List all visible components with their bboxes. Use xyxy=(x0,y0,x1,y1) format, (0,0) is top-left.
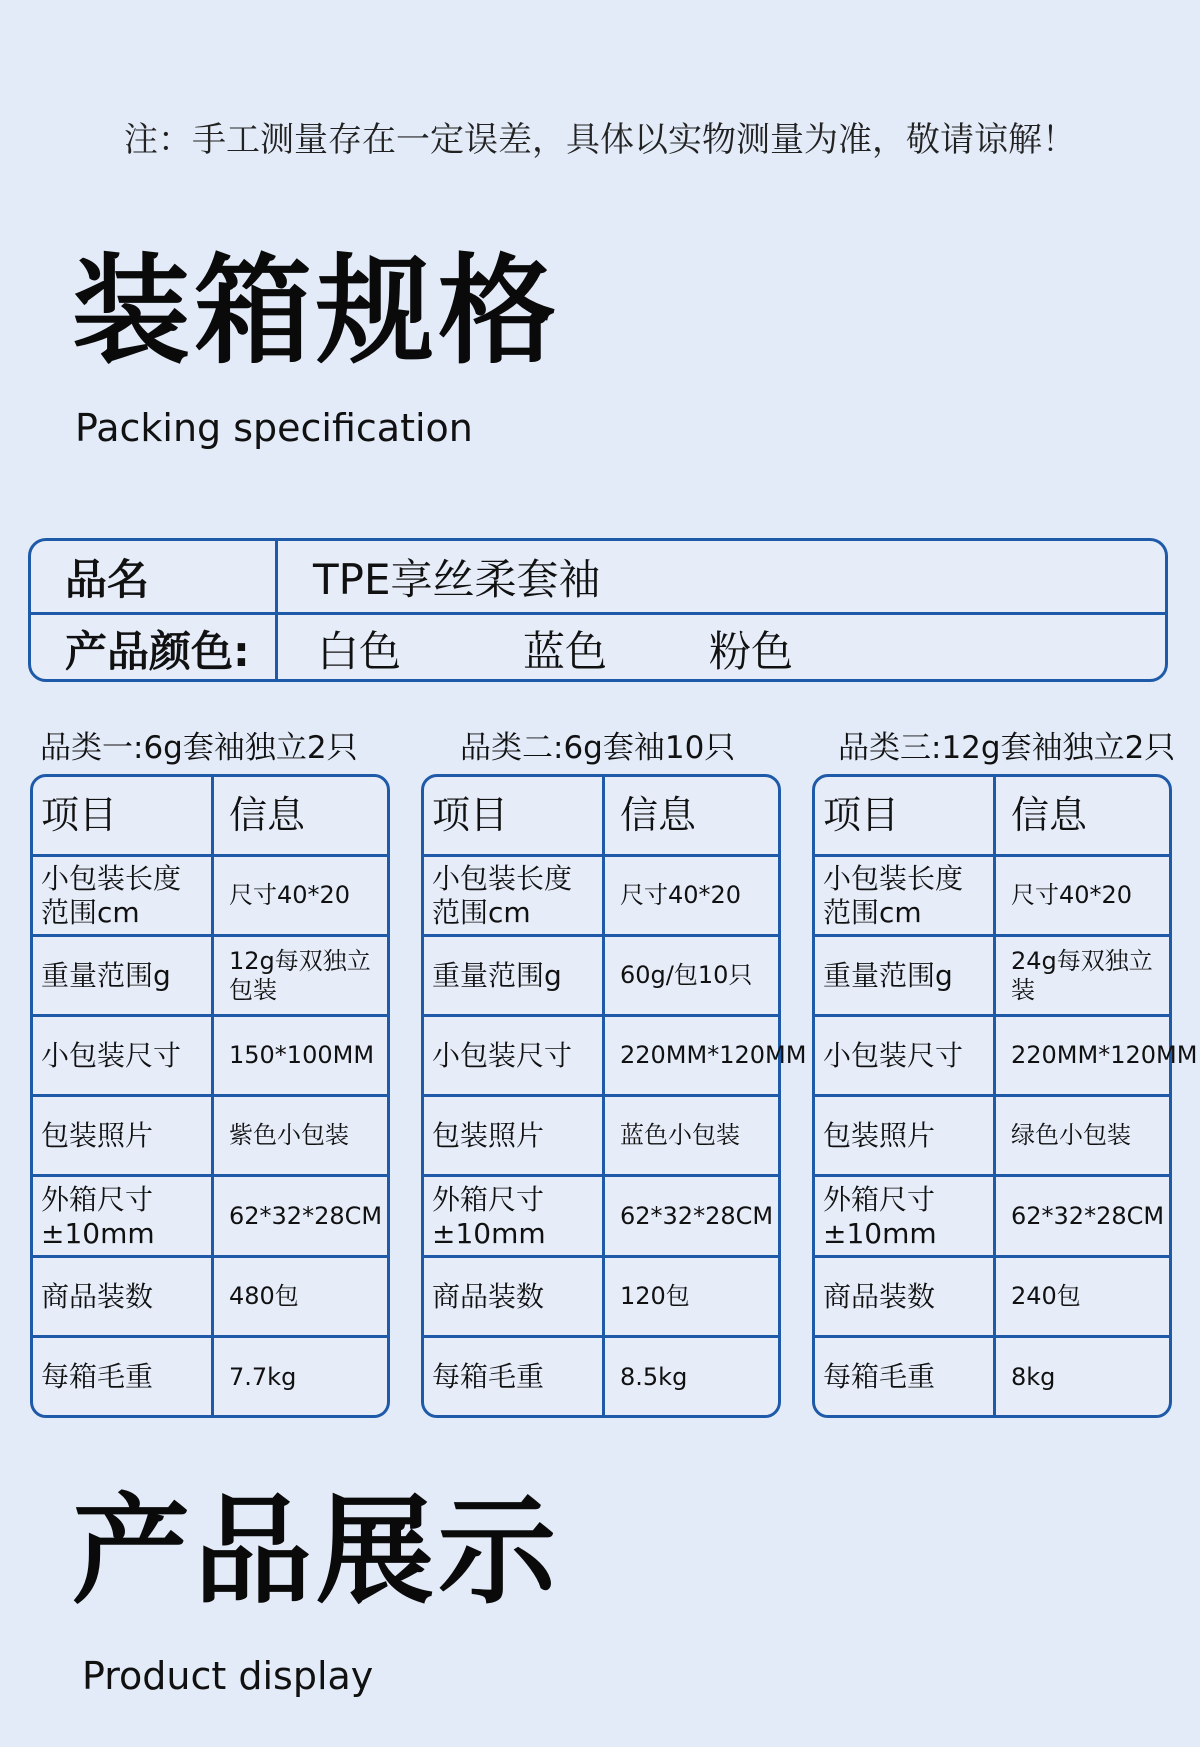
column-divider xyxy=(211,777,214,1415)
header-item: 项目 xyxy=(823,792,900,837)
spec-value: 24g每双独立装 xyxy=(1011,946,1153,1004)
spec-row-weight-range xyxy=(33,937,387,1017)
spec-key: 重量范围g xyxy=(432,958,562,992)
product-name-row xyxy=(31,541,1165,615)
spec-key: 小包装长度范围cm xyxy=(823,861,964,929)
spec-row-outer-box-size xyxy=(815,1178,1169,1258)
spec-value: 紫色小包装 xyxy=(229,1121,349,1150)
spec-row-gross-weight xyxy=(815,1338,1169,1416)
spec-value: 62*32*28CM xyxy=(1011,1202,1165,1231)
spec-row-small-pack-size xyxy=(815,1017,1198,1097)
spec-value: 12g每双独立包装 xyxy=(229,946,371,1004)
column-divider xyxy=(602,777,605,1415)
packing-spec-subtitle: Packing specification xyxy=(75,406,473,450)
spec-row-small-pack-size xyxy=(33,1017,387,1097)
column-divider xyxy=(993,777,996,1415)
spec-key: 商品装数 xyxy=(432,1279,545,1313)
product-display-subtitle: Product display xyxy=(82,1654,374,1698)
product-color-label: 产品颜色: xyxy=(65,626,250,676)
category-2-title: 品类二:6g套袖10只 xyxy=(460,730,736,766)
spec-value: 150*100MM xyxy=(229,1041,375,1070)
spec-value: 蓝色小包装 xyxy=(620,1121,740,1150)
spec-key: 包装照片 xyxy=(41,1118,154,1152)
spec-row-pack-photo xyxy=(815,1097,1169,1177)
spec-key: 小包装尺寸 xyxy=(41,1038,182,1072)
color-option-blue: 蓝色 xyxy=(523,626,608,676)
spec-row-item-count xyxy=(815,1258,1169,1338)
spec-value: 240包 xyxy=(1011,1282,1081,1311)
spec-key: 包装照片 xyxy=(432,1118,545,1152)
spec-key: 外箱尺寸±10mm xyxy=(41,1182,155,1250)
product-name-value: TPE享丝柔套袖 xyxy=(313,554,601,604)
spec-key: 每箱毛重 xyxy=(432,1360,545,1394)
spec-row-pack-photo xyxy=(33,1097,387,1177)
spec-row-weight-range xyxy=(815,937,1169,1017)
packing-spec-title: 装箱规格 xyxy=(72,242,561,380)
spec-header-row xyxy=(33,777,387,857)
spec-key: 每箱毛重 xyxy=(823,1360,936,1394)
product-info-box xyxy=(28,538,1168,682)
spec-key: 商品装数 xyxy=(41,1279,154,1313)
spec-key: 重量范围g xyxy=(823,958,953,992)
category-1-spec-table xyxy=(30,774,390,1418)
spec-row-weight-range xyxy=(424,937,778,1017)
spec-value: 62*32*28CM xyxy=(229,1202,383,1231)
spec-value: 60g/包10只 xyxy=(620,961,753,990)
spec-key: 包装照片 xyxy=(823,1118,936,1152)
spec-key: 每箱毛重 xyxy=(41,1360,154,1394)
spec-header-row xyxy=(424,777,778,857)
product-name-label: 品名 xyxy=(65,554,150,604)
spec-row-item-count xyxy=(424,1258,778,1338)
disclaimer-note: 注：手工测量存在一定误差，具体以实物测量为准，敬请谅解！ xyxy=(124,120,1076,160)
header-item: 项目 xyxy=(41,792,118,837)
spec-row-pack-photo xyxy=(424,1097,778,1177)
spec-row-small-pack-length xyxy=(815,857,1169,937)
spec-value: 尺寸40*20 xyxy=(620,881,742,910)
spec-value: 尺寸40*20 xyxy=(1011,881,1133,910)
spec-row-small-pack-size xyxy=(424,1017,807,1097)
spec-key: 外箱尺寸±10mm xyxy=(432,1182,546,1250)
spec-key: 小包装长度范围cm xyxy=(41,861,182,929)
spec-row-gross-weight xyxy=(33,1338,387,1416)
spec-value: 62*32*28CM xyxy=(620,1202,774,1231)
spec-value: 7.7kg xyxy=(229,1362,297,1391)
product-display-title: 产品展示 xyxy=(72,1482,561,1620)
header-item: 项目 xyxy=(432,792,509,837)
color-option-pink: 粉色 xyxy=(709,626,794,676)
header-info: 信息 xyxy=(1011,792,1088,837)
spec-value: 120包 xyxy=(620,1282,690,1311)
spec-row-item-count xyxy=(33,1258,387,1338)
spec-key: 商品装数 xyxy=(823,1279,936,1313)
category-3-title: 品类三:12g套袖独立2只 xyxy=(838,730,1176,766)
spec-value: 8.5kg xyxy=(620,1362,688,1391)
spec-value: 480包 xyxy=(229,1282,299,1311)
info-column-divider xyxy=(275,541,278,679)
header-info: 信息 xyxy=(229,792,306,837)
product-color-row xyxy=(31,613,1165,684)
spec-row-small-pack-length xyxy=(424,857,778,937)
spec-key: 小包装长度范围cm xyxy=(432,861,573,929)
spec-value: 尺寸40*20 xyxy=(229,881,351,910)
spec-value: 220MM*120MM xyxy=(620,1041,807,1070)
header-info: 信息 xyxy=(620,792,697,837)
spec-key: 小包装尺寸 xyxy=(432,1038,573,1072)
spec-row-outer-box-size xyxy=(424,1178,778,1258)
category-3-spec-table xyxy=(812,774,1198,1418)
spec-value: 220MM*120MM xyxy=(1011,1041,1198,1070)
color-option-white: 白色 xyxy=(317,626,402,676)
spec-row-outer-box-size xyxy=(33,1178,387,1258)
spec-value: 绿色小包装 xyxy=(1011,1121,1131,1150)
spec-row-gross-weight xyxy=(424,1338,778,1416)
spec-row-small-pack-length xyxy=(33,857,387,937)
spec-header-row xyxy=(815,777,1169,857)
spec-value: 8kg xyxy=(1011,1362,1056,1391)
category-2-spec-table xyxy=(421,774,807,1418)
category-1-title: 品类一:6g套袖独立2只 xyxy=(40,730,358,766)
spec-key: 外箱尺寸±10mm xyxy=(823,1182,937,1250)
spec-key: 小包装尺寸 xyxy=(823,1038,964,1072)
spec-key: 重量范围g xyxy=(41,958,171,992)
